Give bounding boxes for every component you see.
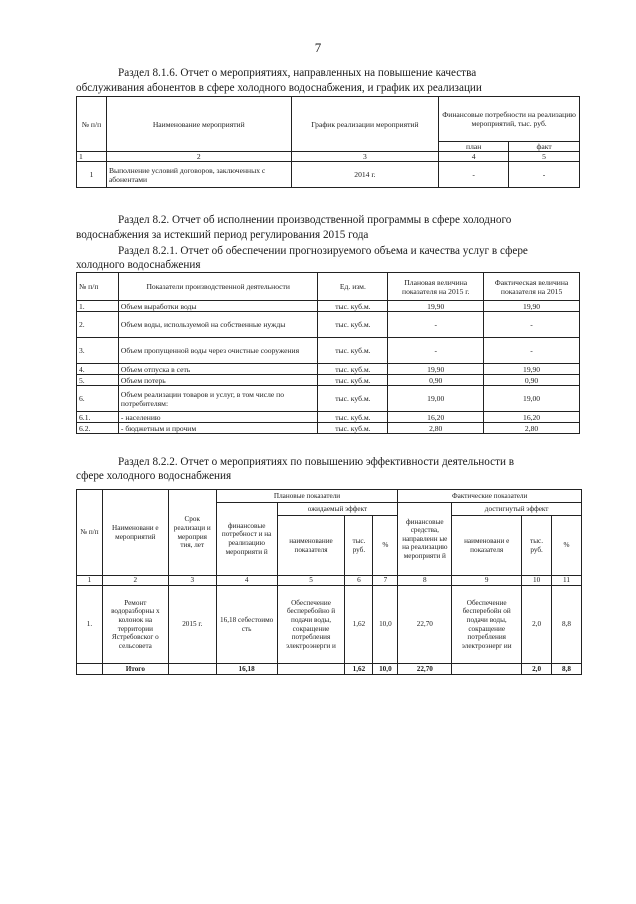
row-indicator: Объем потерь: [118, 375, 318, 386]
table-row: [77, 364, 580, 375]
col-group-fact: Фактические показатели: [398, 490, 582, 503]
row-num: 6.1.: [77, 412, 119, 423]
total-fact-finance: 22,70: [398, 664, 452, 675]
col-header-rub: тыс. руб.: [522, 516, 552, 576]
total-fact-pct: 8,8: [552, 664, 582, 675]
section-8-2-heading-line1: Раздел 8.2. Отчет об исполнении производственной программы в сфере холодного: [118, 214, 512, 226]
col-header-name: Наименование мероприятий: [106, 97, 291, 152]
index-cell: 5: [277, 576, 345, 586]
col-header-num: № п/п: [77, 490, 103, 576]
index-cell: 9: [452, 576, 522, 586]
row-fact: 19,90: [484, 301, 580, 312]
row-plan-rub: 1,62: [345, 586, 373, 664]
index-cell: 2: [102, 576, 168, 586]
col-header-indicator-name: наименовани е показателя: [452, 516, 522, 576]
row-fact: 16,20: [484, 412, 580, 423]
col-header-expected-effect: ожидаемый эффект: [277, 503, 398, 516]
row-fact: 19,90: [484, 364, 580, 375]
row-num: 4.: [77, 364, 119, 375]
row-unit: тыс. куб.м.: [318, 423, 388, 434]
col-header-rub: тыс. руб.: [345, 516, 373, 576]
table-index-row: [77, 576, 582, 586]
row-term: 2015 г.: [168, 586, 216, 664]
table-row: [77, 386, 580, 412]
col-header-fact-finance: финансовые средства, направленн ые на реализацию мероприяти й: [398, 503, 452, 576]
row-num: 2.: [77, 312, 119, 338]
row-fact: 19,00: [484, 386, 580, 412]
row-plan: -: [388, 312, 484, 338]
col-header-indicator: Показатели производственной деятельности: [118, 273, 318, 301]
row-fact: 0,90: [484, 375, 580, 386]
row-unit: тыс. куб.м.: [318, 338, 388, 364]
row-fact: -: [484, 312, 580, 338]
row-unit: тыс. куб.м.: [318, 312, 388, 338]
total-plan-pct: 10,0: [373, 664, 398, 675]
row-plan: 19,90: [388, 301, 484, 312]
row-indicator: - населению: [118, 412, 318, 423]
row-fact-effect: Обеспечение бесперебойн ой подачи воды, сокращение потребления электроэнерг ии: [452, 586, 522, 664]
table-8-2-1: [76, 272, 580, 434]
index-cell: 2: [106, 152, 291, 162]
index-cell: 4: [216, 576, 277, 586]
total-plan-finance: 16,18: [216, 664, 277, 675]
index-cell: 4: [439, 152, 509, 162]
row-num: 1.: [77, 586, 103, 664]
row-name: Ремонт водоразборны х колонок на территории Ястребовског о сельсовета: [102, 586, 168, 664]
row-num: 5.: [77, 375, 119, 386]
table-row: [77, 423, 580, 434]
col-header-term: Срок реализаци и мероприя тия, лет: [168, 490, 216, 576]
row-plan: 19,90: [388, 364, 484, 375]
total-label: Итого: [102, 664, 168, 675]
index-cell: 11: [552, 576, 582, 586]
row-fact-pct: 8,8: [552, 586, 582, 664]
row-plan: 19,00: [388, 386, 484, 412]
row-plan-pct: 10,0: [373, 586, 398, 664]
index-cell: 1: [77, 576, 103, 586]
index-cell: 8: [398, 576, 452, 586]
index-cell: 7: [373, 576, 398, 586]
table-index-row: [77, 152, 580, 162]
page-number: 7: [314, 40, 322, 55]
col-header-pct: %: [552, 516, 582, 576]
row-unit: тыс. куб.м.: [318, 375, 388, 386]
row-name: Выполнение условий договоров, заключенных с абонентами: [106, 162, 291, 188]
row-plan: -: [439, 162, 509, 188]
col-header-schedule: График реализации мероприятий: [291, 97, 439, 152]
col-group-plan: Плановые показатели: [216, 490, 398, 503]
col-header-fact: Фактическая величина показателя на 2015: [484, 273, 580, 301]
section-8-1-6-heading-line1: Раздел 8.1.6. Отчет о мероприятиях, направленных на повышение качества: [118, 67, 477, 79]
index-cell: 1: [77, 152, 107, 162]
row-fact: -: [509, 162, 580, 188]
col-header-indicator-name: наименование показателя: [277, 516, 345, 576]
row-unit: тыс. куб.м.: [318, 412, 388, 423]
index-cell: 10: [522, 576, 552, 586]
section-8-2-2-heading-line2: сфере холодного водоснабжения: [76, 470, 232, 482]
row-plan: 0,90: [388, 375, 484, 386]
table-row: [77, 301, 580, 312]
row-indicator: Объем выработки воды: [118, 301, 318, 312]
table-row: [77, 586, 582, 664]
row-num: 3.: [77, 338, 119, 364]
col-header-name: Наименовани е мероприятий: [102, 490, 168, 576]
row-unit: тыс. куб.м.: [318, 364, 388, 375]
row-unit: тыс. куб.м.: [318, 386, 388, 412]
row-fact-rub: 2,0: [522, 586, 552, 664]
row-unit: тыс. куб.м.: [318, 301, 388, 312]
table-row: [77, 162, 580, 188]
col-header-achieved-effect: достигнутый эффект: [452, 503, 582, 516]
row-fact-finance: 22,70: [398, 586, 452, 664]
col-header-num: № п/п: [77, 273, 119, 301]
row-fact: 2,80: [484, 423, 580, 434]
row-num: 1.: [77, 301, 119, 312]
col-header-unit: Ед. изм.: [318, 273, 388, 301]
row-plan-finance: 16,18 себестоимо сть: [216, 586, 277, 664]
row-fact: -: [484, 338, 580, 364]
section-8-2-2-heading-line1: Раздел 8.2.2. Отчет о мероприятиях по повышению эффективности деятельности в: [118, 456, 515, 468]
table-row: [77, 312, 580, 338]
col-header-plan-finance: финансовые потребност и на реализацию мероприяти й: [216, 503, 277, 576]
row-indicator: - бюджетным и прочим: [118, 423, 318, 434]
row-indicator: Объем пропущенной воды через очистные сооружения: [118, 338, 318, 364]
table-row: [77, 412, 580, 423]
section-8-1-6-heading-line2: обслуживания абонентов в сфере холодного водоснабжения, и график их реализации: [76, 82, 482, 94]
row-plan: 16,20: [388, 412, 484, 423]
index-cell: 3: [291, 152, 439, 162]
col-header-plan: Плановая величина показателя на 2015 г.: [388, 273, 484, 301]
index-cell: 6: [345, 576, 373, 586]
row-num: 6.2.: [77, 423, 119, 434]
row-indicator: Объем воды, используемой на собственные нужды: [118, 312, 318, 338]
section-8-2-1-heading-line1: Раздел 8.2.1. Отчет об обеспечении прогнозируемого объема и качества услуг в сфере: [118, 245, 528, 257]
row-indicator: Объем реализации товаров и услуг, в том числе по потребителям:: [118, 386, 318, 412]
row-plan: -: [388, 338, 484, 364]
col-header-num: № п/п: [77, 97, 107, 152]
total-fact-rub: 2,0: [522, 664, 552, 675]
row-plan: 2,80: [388, 423, 484, 434]
index-cell: 5: [509, 152, 580, 162]
table-row: [77, 375, 580, 386]
table-8-2-2: [76, 489, 582, 675]
col-header-plan: план: [439, 142, 509, 152]
index-cell: 3: [168, 576, 216, 586]
col-header-finance: Финансовые потребности на реализацию мероприятий, тыс. руб.: [439, 97, 580, 142]
row-plan-effect: Обеспечение бесперебойно й подачи воды, сокращение потребления электроэнерги и: [277, 586, 345, 664]
table-row: [77, 338, 580, 364]
row-schedule: 2014 г.: [291, 162, 439, 188]
row-num: 6.: [77, 386, 119, 412]
total-plan-rub: 1,62: [345, 664, 373, 675]
section-8-2-1-heading-line2: холодного водоснабжения: [76, 259, 201, 271]
row-indicator: Объем отпуска в сеть: [118, 364, 318, 375]
section-8-2-heading-line2: водоснабжения за истекший период регулирования 2015 года: [76, 229, 369, 241]
col-header-fact: факт: [509, 142, 580, 152]
table-8-1-6: [76, 96, 580, 188]
col-header-pct: %: [373, 516, 398, 576]
table-total-row: [77, 664, 582, 675]
row-num: 1: [77, 162, 107, 188]
